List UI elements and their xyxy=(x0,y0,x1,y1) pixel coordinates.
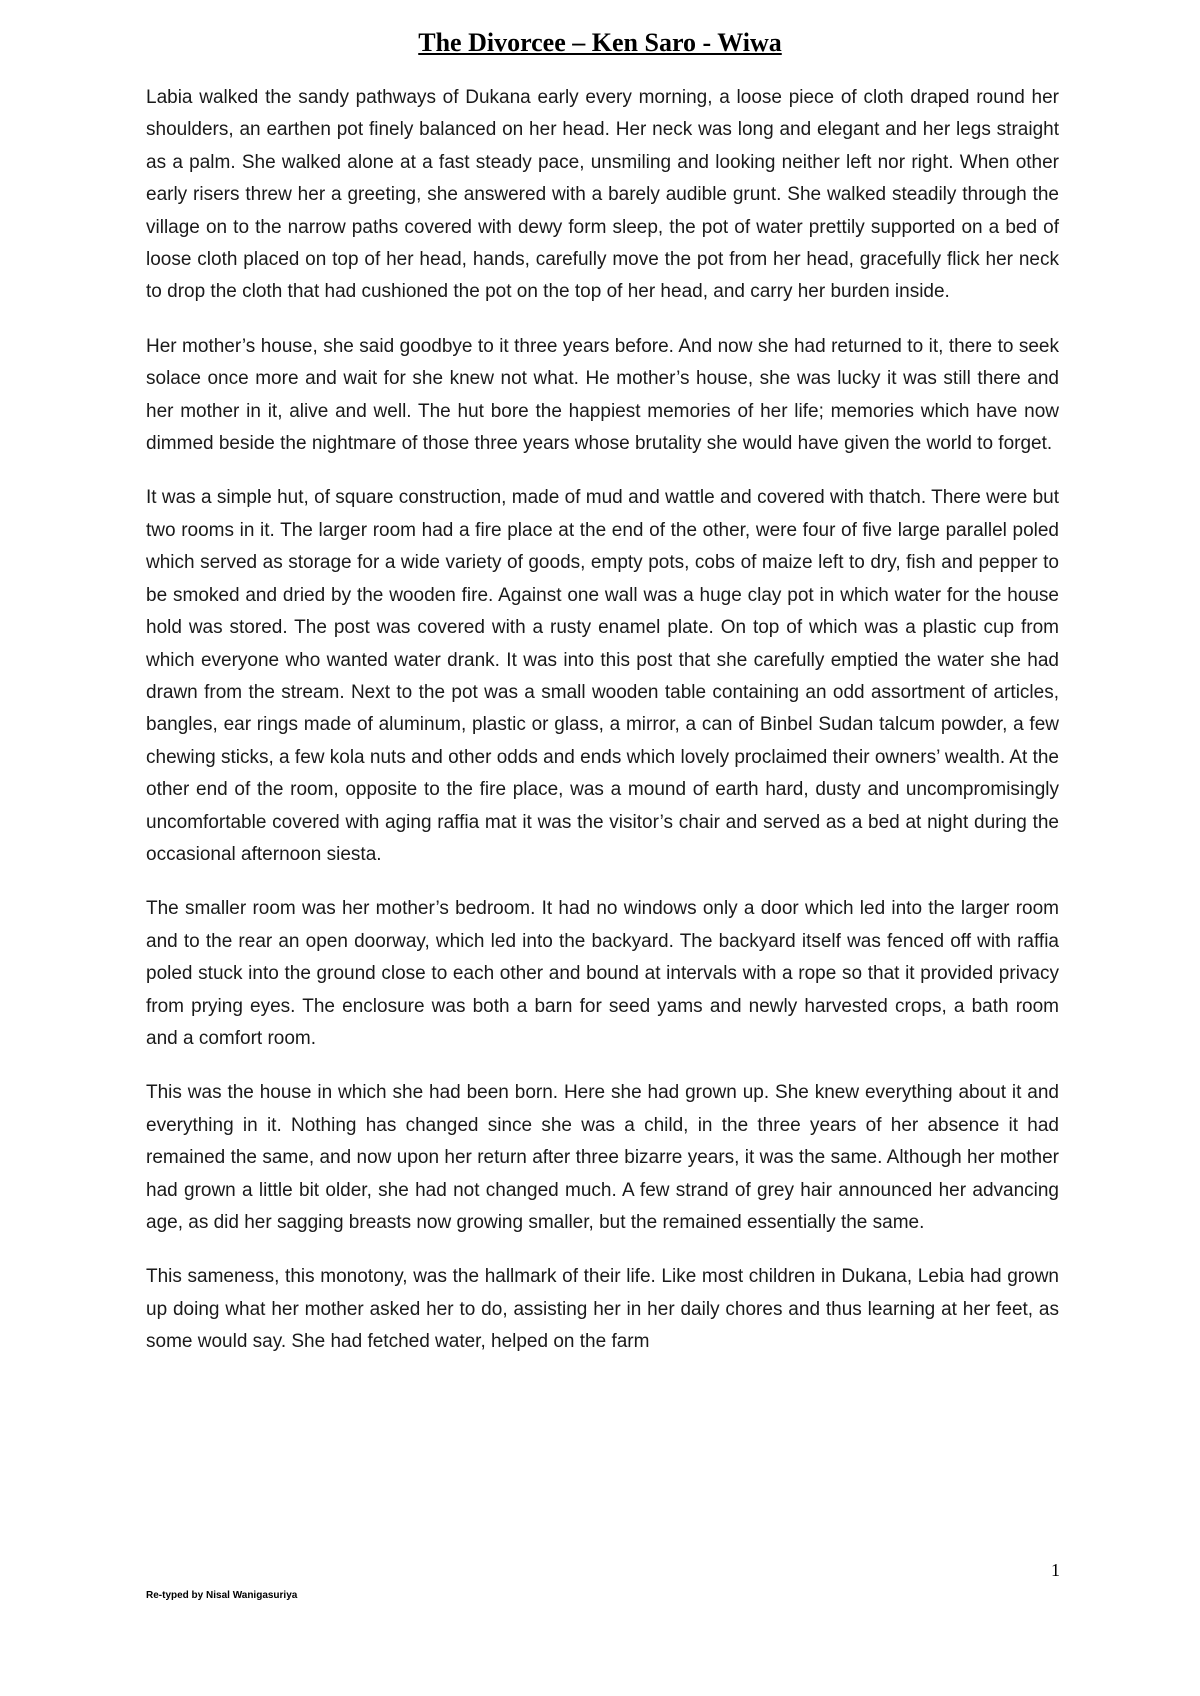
document-title: The Divorcee – Ken Saro - Wiwa xyxy=(418,28,782,57)
paragraph: This sameness, this monotony, was the hallmark of their life. Like most children in Dukana, Lebia had grown up doing what her mother asked her to do, assisting her in her daily chores and thus learning at her feet, as some would say. She had fetched water, helped on the farm xyxy=(146,1266,1059,1353)
paragraph: Labia walked the sandy pathways of Dukana early every morning, a loose piece of cloth draped round her shoulders, an earthen pot finely balanced on her head. Her neck was long and elegant and her legs straight as a palm. She walked alone at a fast steady pace, unsmiling and looking neither left nor right. When other early risers threw her a greeting, she answered with a barely audible grunt. She walked steadily through the village on to the narrow paths covered with dewy form sleep, the pot of water prettily supported on a bed of loose cloth placed on top of her head, hands, carefully move the pot from her head, gracefully flick her neck to drop the cloth that had cushioned the pot on the top of her head, and carry her burden inside. xyxy=(146,87,1059,303)
paragraph: Her mother’s house, she said goodbye to it three years before. And now she had returned to it, there to seek solace once more and wait for she knew not what. He mother’s house, she was lucky it was still there and her mother in it, alive and well. The hut bore the happiest memories of her life; memories which have now dimmed beside the nightmare of those three years whose brutality she would have given the world to forget. xyxy=(146,335,1059,455)
document-body xyxy=(146,82,1059,1381)
page-number: 1 xyxy=(1051,1560,1060,1580)
paragraph: This was the house in which she had been born. Here she had grown up. She knew everything about it and everything in it. Nothing has changed since she was a child, in the three years of her absence it had remained the same, and now upon her return after three bizarre years, it was the same. Although her mother had grown a little bit older, she had not changed much. A few strand of grey hair announced her advancing age, as did her sagging breasts now growing smaller, but the remained essentially the same. xyxy=(146,1082,1059,1233)
footer-note: Re-typed by Nisal Wanigasuriya xyxy=(146,1590,298,1601)
paragraph: The smaller room was her mother’s bedroom. It had no windows only a door which led into the larger room and to the rear an open doorway, which led into the backyard. The backyard itself was fenced off with raffia poled stuck into the ground close to each other and bound at intervals with a rope so that it provided privacy from prying eyes. The enclosure was both a barn for seed yams and newly harvested crops, a bath room and a comfort room. xyxy=(146,898,1059,1049)
paragraph: It was a simple hut, of square construction, made of mud and wattle and covered with thatch. There were but two rooms in it. The larger room had a fire place at the end of the other, were four of five large parallel poled which served as storage for a wide variety of goods, empty pots, cobs of maize left to dry, fish and pepper to be smoked and dried by the wooden fire. Against one wall was a huge clay pot in which water for the house hold was stored. The post was covered with a rusty enamel plate. On top of which was a plastic cup from which everyone who wanted water drank. It was into this post that she carefully emptied the water she had drawn from the stream. Next to the pot was a small wooden table containing an odd assortment of articles, bangles, ear rings made of aluminum, plastic or glass, a mirror, a can of Binbel Sudan talcum powder, a few chewing sticks, a few kola nuts and other odds and ends which lovely proclaimed their owners’ wealth. At the other end of the room, opposite to the fire place, was a mound of earth hard, dusty and uncompromisingly uncomfortable covered with aging raffia mat it was the visitor’s chair and served as a bed at night during the occasional afternoon siesta. xyxy=(146,487,1059,865)
